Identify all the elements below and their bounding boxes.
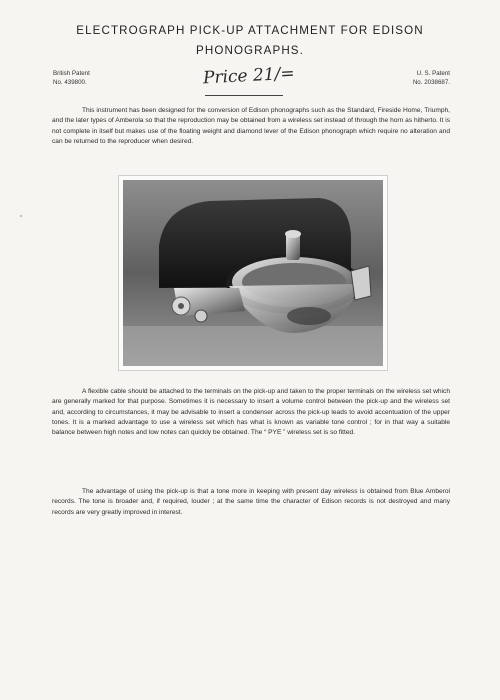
british-patent-number: No. 439800.	[53, 79, 87, 86]
british-patent-block	[53, 69, 90, 87]
handwritten-price-note: Price 21/=	[202, 63, 296, 89]
document-title-line-1: ELECTROGRAPH PICK-UP ATTACHMENT FOR EDISON	[76, 24, 424, 37]
advantage-paragraph: The advantage of using the pick-up is that a tone more in keeping with present day wireless is obtained from Blue Amberol records. The tone is broader and, if required, louder ; at the same time the character of Edison records is not destroyed and many records are very greatly improved in interest.	[52, 488, 450, 516]
british-patent-label: British Patent	[53, 70, 90, 77]
pickup-photo	[118, 175, 388, 371]
handwritten-underline	[205, 95, 283, 96]
us-patent-block	[413, 69, 450, 87]
intro-paragraph: This instrument has been designed for the conversion of Edison phonographs such as the Standard, Fireside Home, Triumph, and the later types of Amberola so that the reproduction may be obtained from a wireless set instead of through the horn as hitherto. It is not complete in itself but makes use of the floating weight and diamond lever of the Edison phonograph which require no alteration and can be returned to the reproducer when desired.	[52, 107, 450, 145]
us-patent-number: No. 2038687.	[412, 79, 450, 86]
pickup-photo-image	[119, 176, 387, 370]
cable-paragraph: A flexible cable should be attached to the terminals on the pick-up and taken to the proper terminals on the wireless set which are generally marked for that purpose. Sometimes it is necessary to insert a volume control between the pick-up and the wireless set and, according to circumstances, it may be advisable to insert a condenser across the pick-up leads to avoid accentuation of the upper tones. It is a marked advantage to use a wireless set which has what is known as variable tone control ; for in that way a suitable balance between high notes and low notes can quickly be obtained. The “ PYE ” wireless set is so fitted.	[52, 388, 450, 437]
margin-speck	[20, 215, 22, 217]
us-patent-label: U. S. Patent	[416, 70, 450, 77]
document-title-line-2: PHONOGRAPHS.	[196, 44, 304, 57]
